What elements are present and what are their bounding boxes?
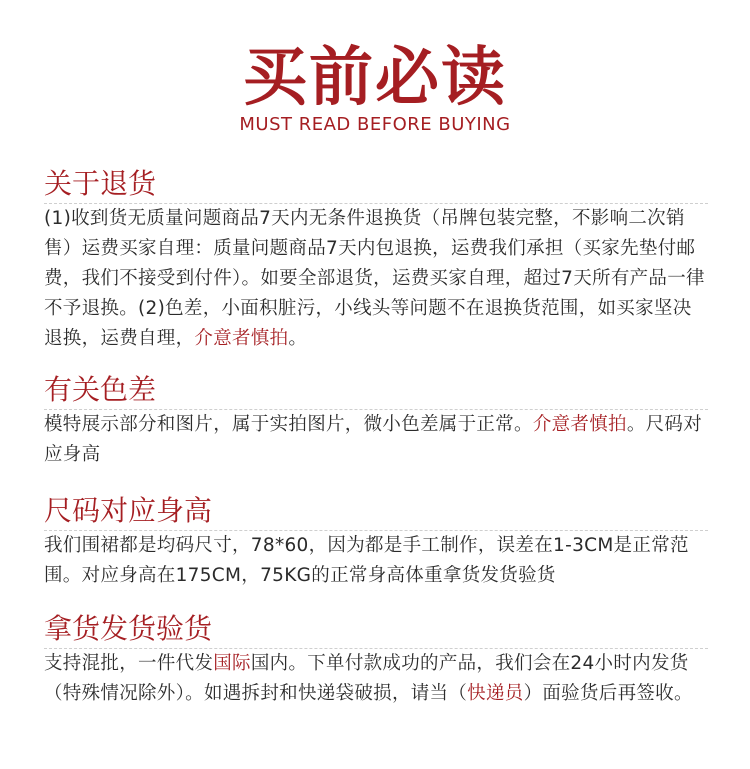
section-heading-shipping-inspection: 拿货发货验货 [44, 611, 708, 647]
section-returns [44, 166, 708, 354]
page-title: 买前必读 [243, 41, 507, 115]
returns-text-1: (1)收到货无质量问题商品7天内无条件退换货（吊牌包装完整，不影响二次销售）运费买家自理：质量问题商品7天内包退换，运费我们承担（买家先垫付邮费，我们不接受到付件）。如要全部退货，运费买家自理，超过7天所有产品一律不予退换。(2)色差，小面积脏污，小线头等问题不在退换货范围，如买家坚决退换，运费自理， [44, 208, 705, 349]
color-warning-highlight: 介意者慎拍 [532, 414, 627, 435]
section-body-color-difference [44, 410, 708, 470]
section-heading-returns: 关于退货 [44, 166, 708, 202]
section-heading-size-height: 尺码对应身高 [44, 493, 708, 529]
returns-warning-highlight: 介意者慎拍 [194, 328, 289, 349]
section-color-difference [44, 372, 708, 470]
section-body-returns [44, 204, 708, 354]
section-body-shipping-inspection [44, 649, 708, 709]
returns-text-2: 。 [288, 328, 308, 349]
size-text-1: 我们围裙都是均码尺寸，78*60，因为都是手工制作，误差在1-3CM是正常范围。对应身高在175CM，75KG的正常身高体重拿货发货验货 [44, 535, 689, 586]
section-shipping-inspection [44, 611, 708, 709]
page-subtitle: MUST READ BEFORE BUYING [239, 114, 511, 135]
shipping-text-2: 国内。下单付款成功的产品，我们会在24小时内发货（特殊情况除外）。如遇拆封和快递袋破损，请当（ [44, 653, 689, 704]
color-text-2: 。尺码对应身高 [44, 414, 703, 465]
section-size-height [44, 493, 708, 591]
shipping-text-1: 支持混批，一件代发 [44, 653, 214, 674]
color-text-1: 模特展示部分和图片，属于实拍图片，微小色差属于正常。 [44, 414, 533, 435]
shipping-international-highlight: 国际 [213, 653, 251, 674]
shipping-text-3: ）面验货后再签收。 [523, 683, 693, 704]
section-heading-color-difference: 有关色差 [44, 372, 708, 408]
shipping-courier-highlight: 快递员 [467, 683, 524, 704]
section-body-size-height [44, 531, 708, 591]
